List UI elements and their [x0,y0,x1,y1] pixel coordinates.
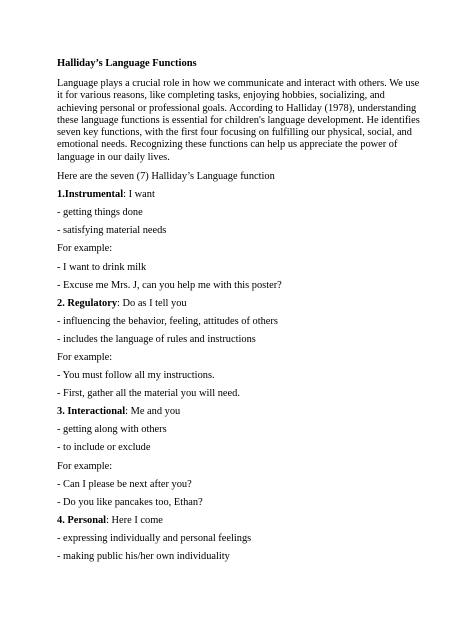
function-point: - includes the language of rules and instructions [57,333,256,345]
function-example: - Do you like pancakes too, Ethan? [57,496,203,508]
function-point: - expressing individually and personal feelings [57,532,252,544]
intro-paragraph: Language plays a crucial role in how we communicate and interact with others. We use it for various reasons, like completing tasks, enjoying hobbies, socializing, and achieving personal or professional goals. According to Halliday (1978), understanding these language functions is essential for children's language development. He identifies seven key functions, with the first four focusing on fulfilling our physical, social, and emotional needs. Recognizing these functions can help us appreciate the power of language in our daily lives. [57,78,420,163]
function-example: - You must follow all my instructions. [57,370,215,382]
function-example: - First, gather all the material you will need. [57,388,240,400]
for-example-label: For example: [57,352,113,364]
for-example-label: For example: [57,460,113,472]
function-name: 2. Regulatory [57,297,118,309]
function-name: 4. Personal [57,514,107,526]
lead-sentence: Here are the seven (7) Halliday’s Language function [57,171,275,183]
function-summary: : Me and you [125,406,181,418]
function-point: - making public his/her own individuality [57,551,230,563]
function-heading [57,189,424,201]
function-point: - to include or exclude [57,442,151,454]
function-example: - Excuse me Mrs. J, can you help me with this poster? [57,279,282,291]
document-title: Halliday’s Language Functions [57,58,197,69]
function-summary: : I want [123,189,155,201]
for-example-label: For example: [57,243,113,255]
function-point: - influencing the behavior, feeling, attitudes of others [57,315,278,327]
function-heading [57,515,424,527]
function-name: 1.Instrumental [57,189,124,201]
function-point: - getting things done [57,207,143,219]
function-heading [57,406,424,418]
function-heading [57,298,424,310]
function-point: - satisfying material needs [57,225,167,237]
function-name: 3. Interactional [57,406,126,418]
function-example: - Can I please be next after you? [57,478,192,490]
function-summary: : Do as I tell you [117,297,187,309]
function-summary: : Here I come [106,514,163,526]
function-example: - I want to drink milk [57,261,147,273]
function-point: - getting along with others [57,424,167,436]
